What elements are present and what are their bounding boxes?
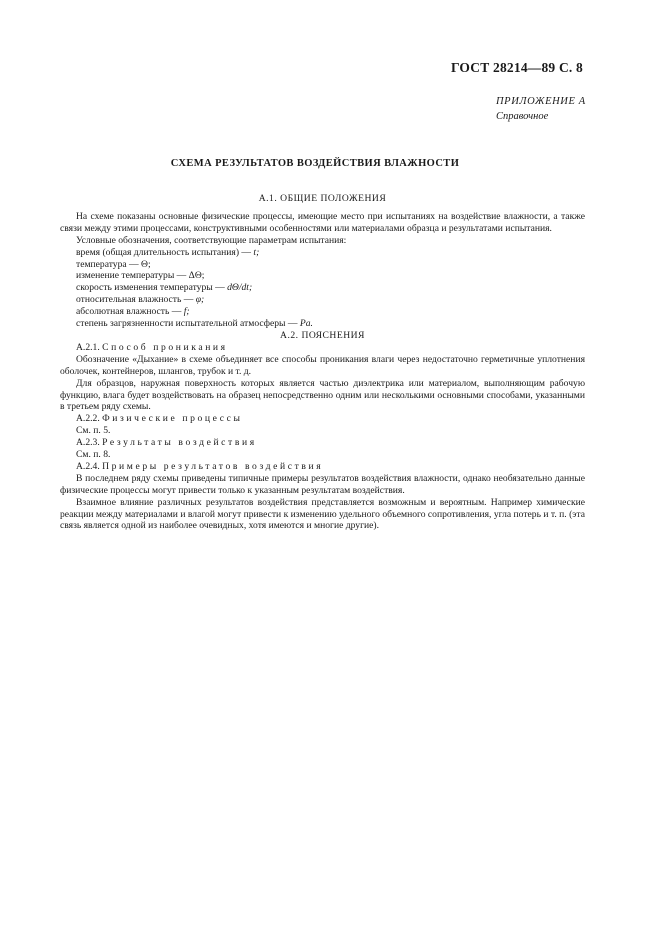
appendix-block: [496, 94, 586, 124]
symbol-line: изменение температуры — ΔΘ;: [76, 270, 205, 282]
symbol: Θ;: [141, 258, 151, 270]
symbol: ΔΘ;: [188, 270, 205, 282]
section-heading-a1: А.1. ОБЩИЕ ПОЛОЖЕНИЯ: [258, 193, 387, 204]
subsection-heading: А.2.4. Примеры результатов воздействия: [76, 460, 324, 472]
paragraph: Для образцов, наружная поверхность которых является частью диэлектрика или материалом, выполняющим рабочую функцию, влага будет воздействовать на образец непосредственно одним или несколькими основными способами, указанными в третьем ряду схемы.: [60, 377, 585, 413]
subsection-heading: А.2.3. Результаты воздействия: [76, 437, 257, 449]
symbol: f;: [183, 306, 190, 318]
symbol-line: температура — Θ;: [76, 258, 151, 270]
paragraph: Обозначение «Дыхание» в схеме объединяет все способы проникания влаги через недостаточно герметичные уплотнения оболочек, контейнеров, шлангов, трубок и т. д.: [60, 353, 585, 377]
symbol-line: степень загрязненности испытательной атмосферы — Pa.: [76, 318, 313, 330]
symbol: t;: [253, 246, 260, 258]
appendix-type: Справочное: [496, 111, 549, 122]
paragraph: В последнем ряду схемы приведены типичные примеры результатов воздействия влажности, однако необязательно данные физические процессы могут привести только к указанным результатам воздействия.: [60, 472, 585, 496]
symbol-line: абсолютная влажность — f;: [76, 306, 190, 318]
section-heading-a2: А.2. ПОЯСНЕНИЯ: [280, 329, 365, 341]
paragraph: Взаимное влияние различных результатов воздействия представляется возможным и вероятным. Например химические реакции между материалами и влагой могут привести к изменению удельного объемного сопротивления, угла потерь и т. п. (эта связь является одной из наиболее очевидных, хотя имеются и многие другие).: [60, 496, 585, 532]
subsection-heading: А.2.2. Физические процессы: [76, 413, 243, 425]
document-code: ГОСТ 28214—89 С. 8: [450, 60, 583, 75]
paragraph: На схеме показаны основные физические процессы, имеющие место при испытаниях на воздействие влажности, а также связи между этими процессами, конструктивными особенностями или материалами образца и результатами испытания.: [60, 210, 585, 234]
document-title: СХЕМА РЕЗУЛЬТАТОВ ВОЗДЕЙСТВИЯ ВЛАЖНОСТИ: [170, 158, 460, 169]
symbol: φ;: [195, 294, 205, 306]
paragraph: Условные обозначения, соответствующие параметрам испытания:: [76, 234, 347, 246]
reference: См. п. 5.: [76, 425, 111, 437]
symbol-line: скорость изменения температуры — dΘ/dt;: [76, 282, 253, 294]
symbol: Pa.: [299, 318, 313, 330]
symbol-line: относительная влажность — φ;: [76, 294, 205, 306]
appendix-label: ПРИЛОЖЕНИЕ А: [496, 96, 586, 107]
document-body: [60, 193, 585, 532]
symbol: dΘ/dt;: [227, 282, 253, 294]
reference: См. п. 8.: [76, 449, 111, 461]
symbol-line: время (общая длительность испытания) — t;: [76, 246, 260, 258]
subsection-heading: А.2.1. Способ проникания: [76, 341, 228, 353]
